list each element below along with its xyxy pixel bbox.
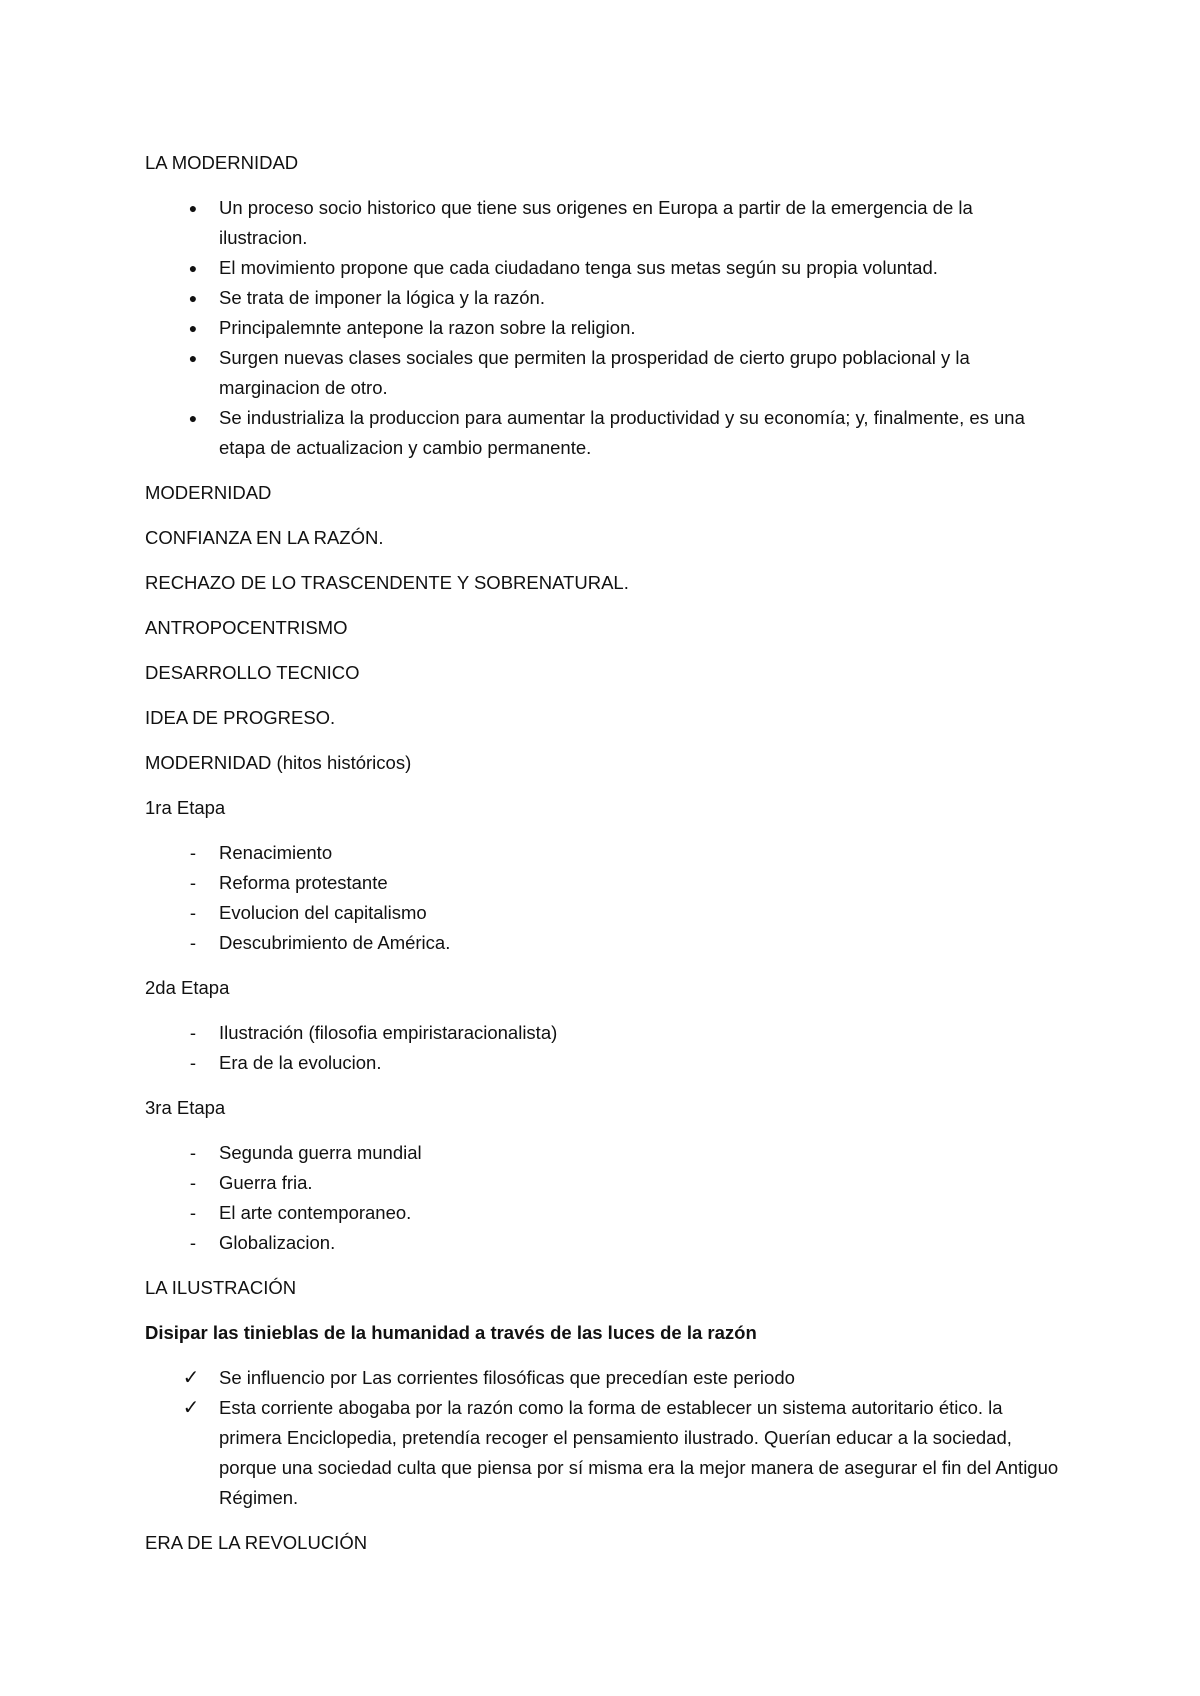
list-item: - Guerra fria. [145,1168,1065,1198]
list-item: ● Surgen nuevas clases sociales que permiten la prosperidad de cierto grupo poblacional y la marginacion de otro. [145,343,1065,403]
bullet-icon: ● [188,410,198,426]
dash-icon: - [189,902,197,923]
section-title-revolucion: ERA DE LA REVOLUCIÓN [145,1532,368,1553]
dash-list-stage-3 [145,1138,1065,1258]
section-title-la-modernidad: LA MODERNIDAD [145,152,299,173]
document-content [145,148,1065,1573]
list-item: - Reforma protestante [145,868,1065,898]
list-item: ● Un proceso socio historico que tiene sus origenes en Europa a partir de la emergencia de la ilustracion. [145,193,1065,253]
bullet-icon: ● [188,200,198,216]
trait-line: ANTROPOCENTRISMO [145,617,348,638]
section-title-modernidad: MODERNIDAD [145,482,272,503]
check-list-ilustracion [145,1363,1065,1513]
dash-icon: - [189,1142,197,1163]
stage-title-2: 2da Etapa [145,977,230,998]
bullet-icon: ● [188,350,198,366]
dash-list-stage-2 [145,1018,1065,1078]
list-item: ● El movimiento propone que cada ciudadano tenga sus metas según su propia voluntad. [145,253,1065,283]
dash-icon: - [189,1172,197,1193]
list-item: - Ilustración (filosofia empiristaracionalista) [145,1018,1065,1048]
list-item: ✓ Se influencio por Las corrientes filosóficas que precedían este periodo [145,1363,1065,1393]
list-item: ● Principalemnte antepone la razon sobre la religion. [145,313,1065,343]
trait-line: RECHAZO DE LO TRASCENDENTE Y SOBRENATURAL. [145,572,629,593]
bullet-icon: ● [188,320,198,336]
trait-line: CONFIANZA EN LA RAZÓN. [145,527,384,548]
dash-icon: - [189,1022,197,1043]
section-title-ilustracion: LA ILUSTRACIÓN [145,1277,297,1298]
list-item: ● Se industrializa la produccion para aumentar la productividad y su economía; y, finalmente, es una etapa de actualizacion y cambio permanente. [145,403,1065,463]
list-item: - Globalizacion. [145,1228,1065,1258]
list-item: ● Se trata de imponer la lógica y la razón. [145,283,1065,313]
list-item: - Descubrimiento de América. [145,928,1065,958]
trait-line: DESARROLLO TECNICO [145,662,360,683]
ilustracion-subtitle: Disipar las tinieblas de la humanidad a través de las luces de la razón [145,1322,757,1343]
bullet-icon: ● [188,290,198,306]
dash-icon: - [189,1052,197,1073]
dash-icon: - [189,932,197,953]
list-item: - Evolucion del capitalismo [145,898,1065,928]
bullet-icon: ● [188,260,198,276]
trait-line: IDEA DE PROGRESO. [145,707,336,728]
dash-icon: - [189,1202,197,1223]
list-item: - Era de la evolucion. [145,1048,1065,1078]
checkmark-icon: ✓ [182,1367,200,1389]
stage-title-3: 3ra Etapa [145,1097,226,1118]
list-item: - El arte contemporaneo. [145,1198,1065,1228]
dash-list-stage-1 [145,838,1065,958]
dash-icon: - [189,842,197,863]
dash-icon: - [189,872,197,893]
list-item: - Segunda guerra mundial [145,1138,1065,1168]
bullet-list-modernidad [145,193,1065,463]
list-item: - Renacimiento [145,838,1065,868]
checkmark-icon: ✓ [182,1397,200,1419]
stage-title-1: 1ra Etapa [145,797,226,818]
section-title-hitos: MODERNIDAD (hitos históricos) [145,752,412,773]
dash-icon: - [189,1232,197,1253]
list-item: ✓ Esta corriente abogaba por la razón como la forma de establecer un sistema autoritario ético. la primera Enciclopedia, pretendía recoger el pensamiento ilustrado. Querían educar a la sociedad, porque una sociedad culta que piensa por sí misma era la mejor manera de asegurar el fin del Antiguo Régimen. [145,1393,1065,1513]
